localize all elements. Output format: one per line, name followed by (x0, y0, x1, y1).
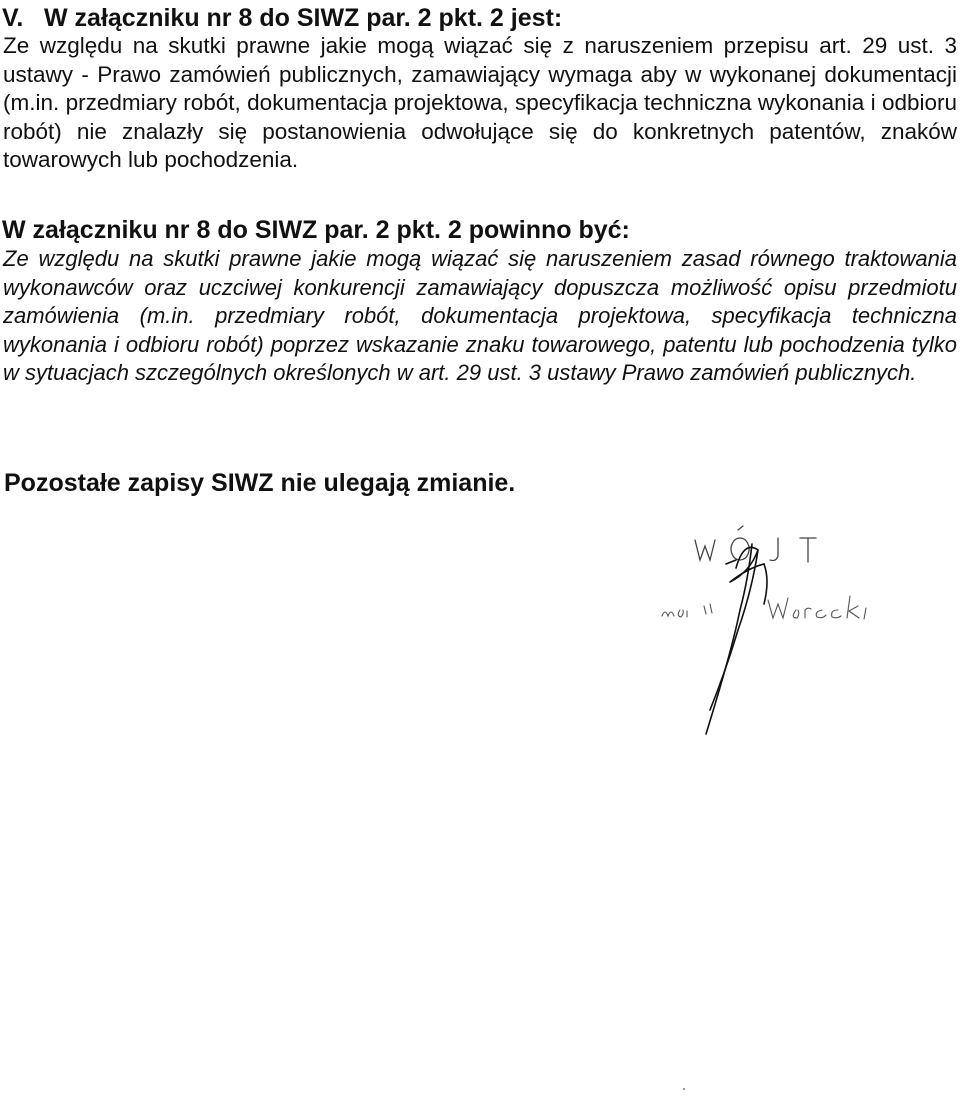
section-1-heading-text: W załączniku nr 8 do SIWZ par. 2 pkt. 2 jest: (44, 4, 563, 32)
section-2-body: Ze względu na skutki prawne jakie mogą wiązać się naruszeniem zasad równego traktowania wykonawców oraz uczciwej konkurencji zamawiający dopuszcza możliwość opisu przedmiotu zamówienia (m.in. przedmiary robót, dokumentacja projektowa, specyfikacja techniczna wykonania i odbioru robót) poprzez wskazanie znaku towarowego, patentu lub pochodzenia tylko w sytuacjach szczególnych określonych w art. 29 ust. 3 ustawy Prawo zamówień publicznych. (3, 246, 957, 385)
scan-speck (683, 1088, 685, 1090)
signature-stamp (640, 520, 900, 750)
section-1-body: Ze względu na skutki prawne jakie mogą wiązać się z naruszeniem przepisu art. 29 ust. 3 ustawy - Prawo zamówień publicznych, zamawiający wymaga aby w wykonanej dokumentacji (m.in. przedmiary robót, dokumentacja projektowa, specyfikacja techniczna wykonania i odbioru robót) nie znalazły się postanowienia odwołujące się do konkretnych patentów, znaków towarowych lub pochodzenia. (3, 33, 957, 172)
closing-statement: Pozostałe zapisy SIWZ nie ulegają zmianie. (4, 469, 516, 497)
section-number: V. (2, 4, 24, 32)
section-1-heading (2, 4, 562, 32)
section-2-heading: W załączniku nr 8 do SIWZ par. 2 pkt. 2 powinno być: (2, 216, 630, 244)
